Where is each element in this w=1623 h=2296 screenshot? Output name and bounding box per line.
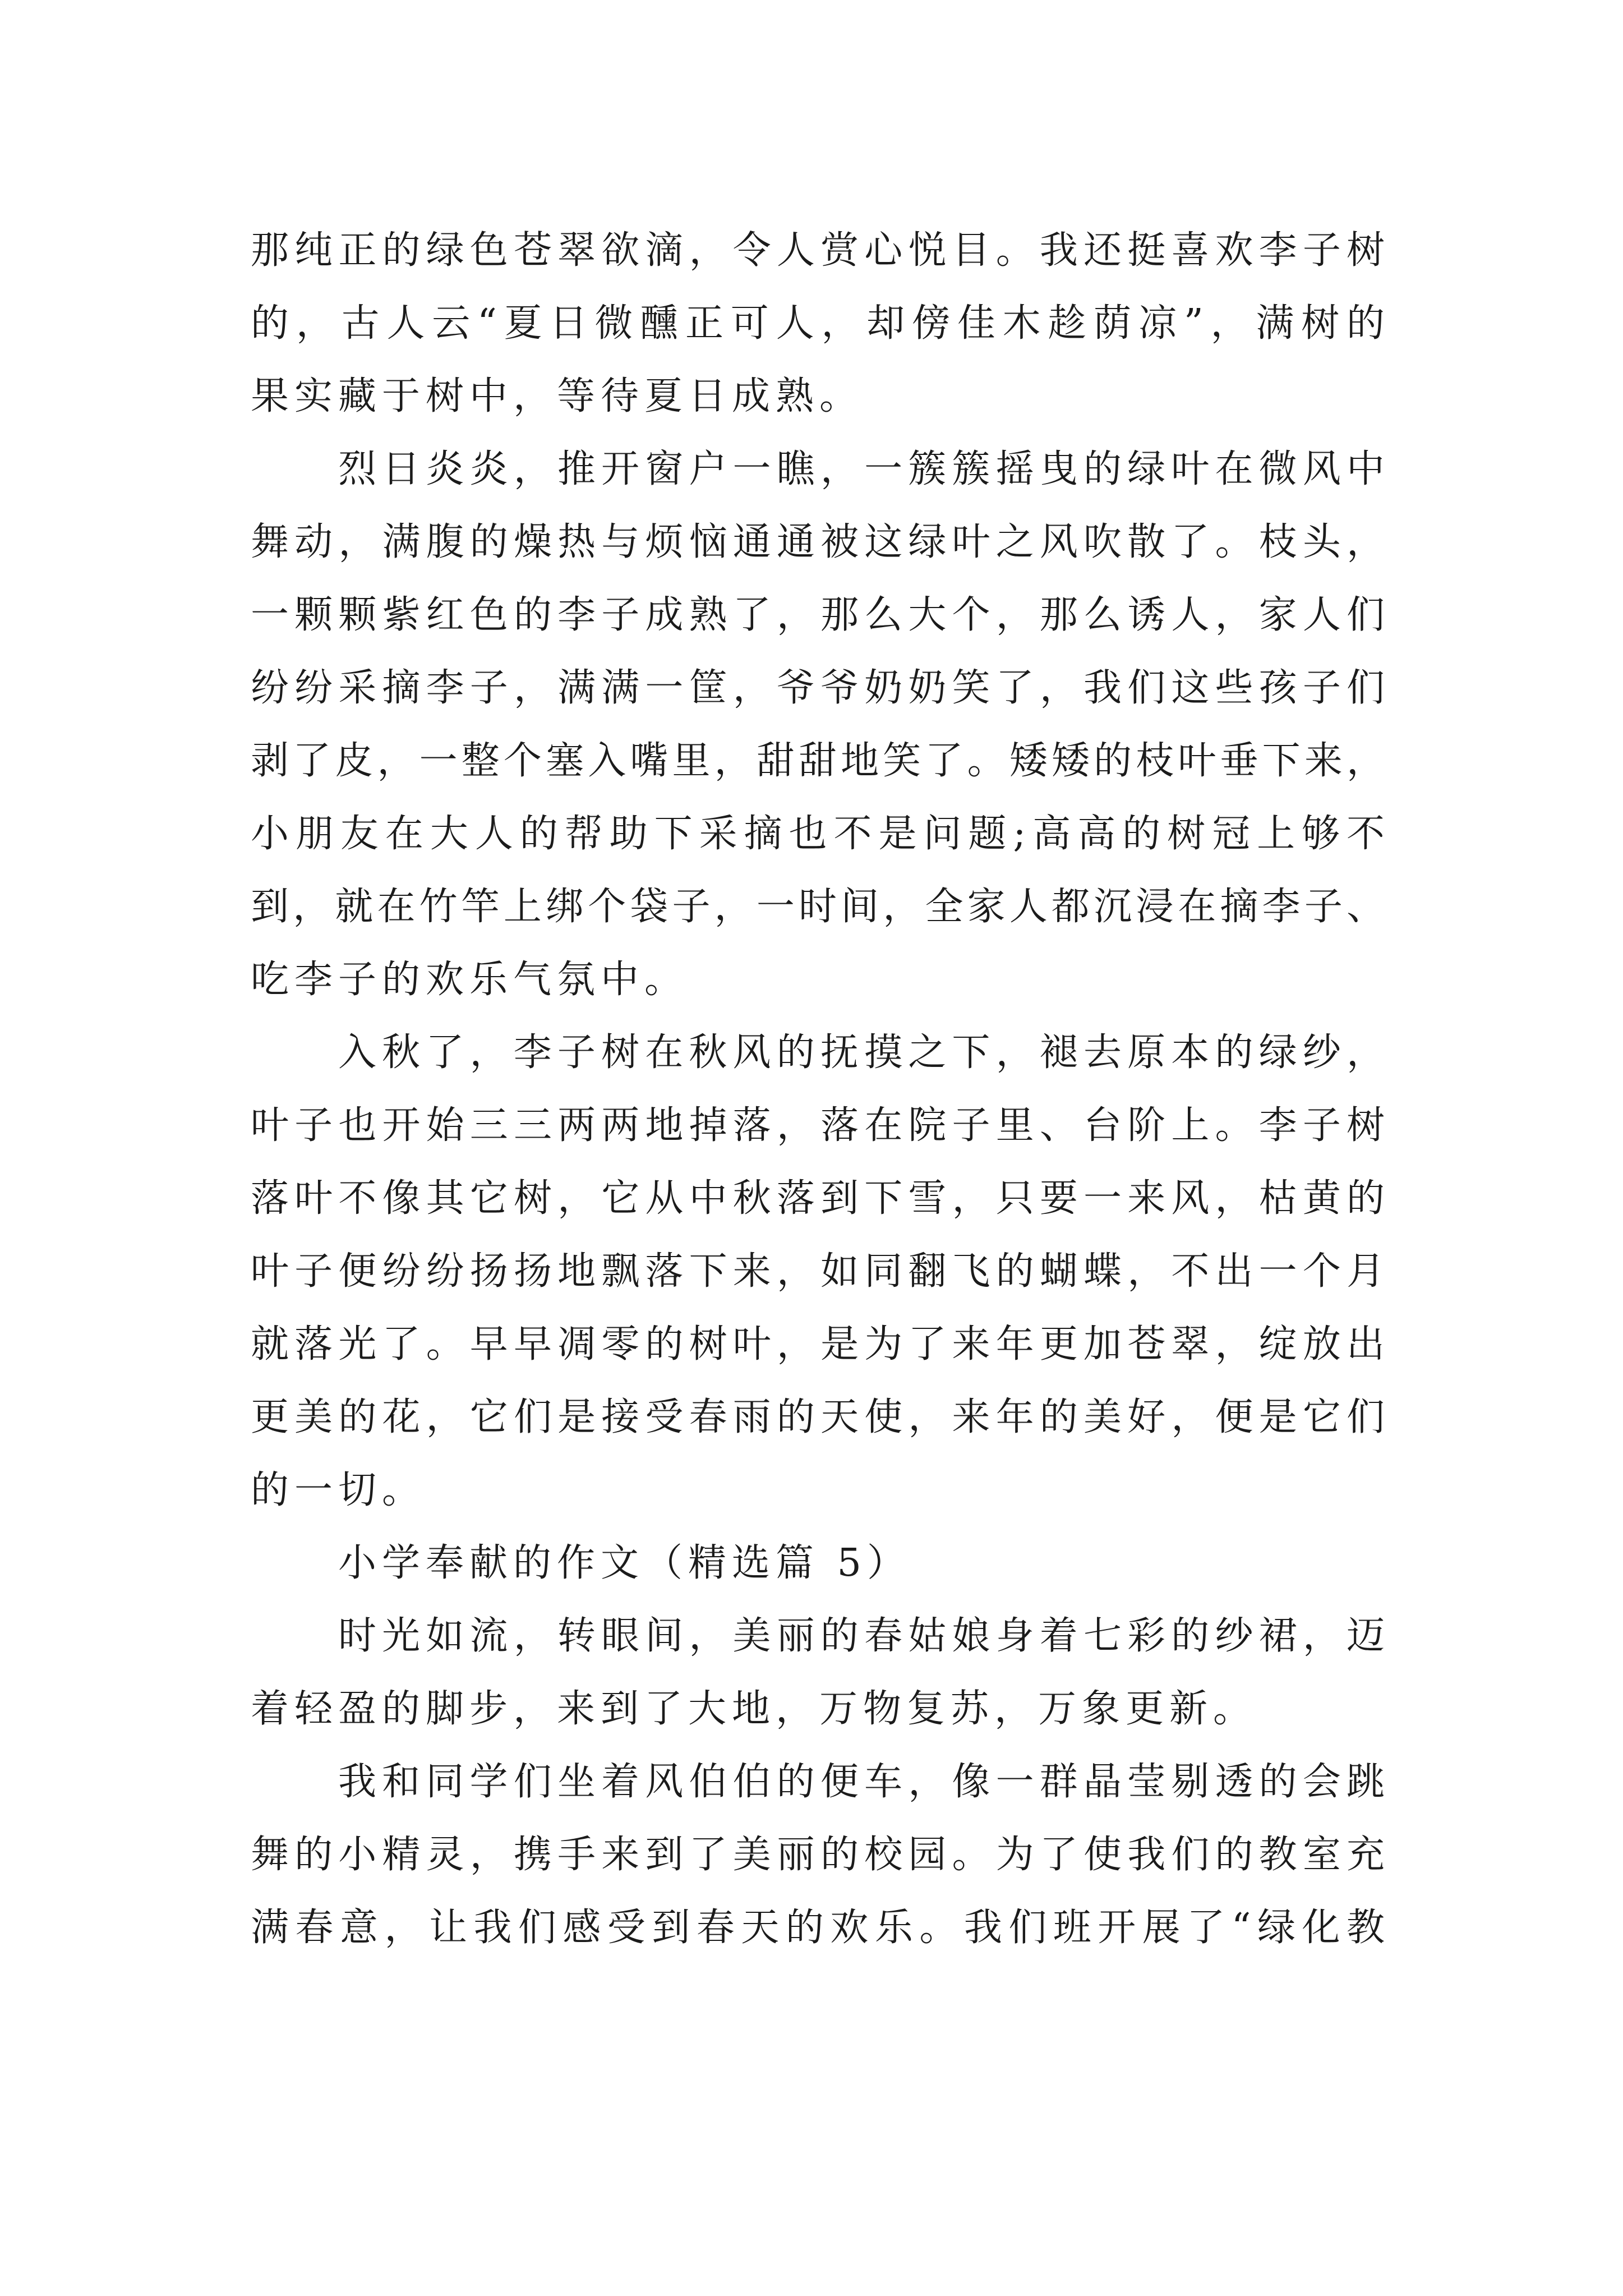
- text-line: 果实藏于树中，等待夏日成熟。: [251, 374, 864, 418]
- text-line: 入秋了，李子树在秋风的抚摸之下，褪去原本的绿纱，: [338, 1030, 1387, 1075]
- text-line: 纷纷采摘李子，满满一筐，爷爷奶奶笑了，我们这些孩子们: [251, 666, 1387, 710]
- text-line: 满春意，让我们感受到春天的欢乐。我们班开展了“绿化教: [251, 1906, 1387, 1950]
- text-line: 的，古人云“夏日微醺正可人，却傍佳木趁荫凉”，满树的: [251, 301, 1387, 346]
- text-line: 烈日炎炎，推开窗户一瞧，一簇簇摇曳的绿叶在微风中: [338, 447, 1387, 491]
- text-line: 叶子便纷纷扬扬地飘落下来，如同翻飞的蝴蝶，不出一个月: [251, 1249, 1387, 1294]
- text-line: 的一切。: [251, 1468, 426, 1512]
- text-line: 剥了皮，一整个塞入嘴里，甜甜地笑了。矮矮的枝叶垂下来，: [251, 739, 1387, 783]
- text-line: 时光如流，转眼间，美丽的春姑娘身着七彩的纱裙，迈: [338, 1614, 1387, 1658]
- text-line: 叶子也开始三三两两地掉落，落在院子里、台阶上。李子树: [251, 1103, 1387, 1148]
- text-line: 落叶不像其它树，它从中秋落到下雪，只要一来风，枯黄的: [251, 1176, 1387, 1221]
- paragraph: [251, 433, 1387, 1016]
- text-line: 更美的花，它们是接受春雨的天使，来年的美好，便是它们: [251, 1395, 1387, 1439]
- text-line: 我和同学们坐着风伯伯的便车，像一群晶莹剔透的会跳: [338, 1760, 1387, 1804]
- text-line: 舞的小精灵，携手来到了美丽的校园。为了使我们的教室充: [251, 1833, 1387, 1877]
- text-line: 一颗颗紫红色的李子成熟了，那么大个，那么诱人，家人们: [251, 593, 1387, 637]
- paragraph: [251, 1016, 1387, 1527]
- text-line: 舞动，满腹的燥热与烦恼通通被这绿叶之风吹散了。枝头，: [251, 520, 1387, 564]
- section-title: 小学奉献的作文（精选篇 5）: [338, 1541, 911, 1585]
- paragraph: [251, 214, 1387, 433]
- text-line: 小朋友在大人的帮助下采摘也不是问题;高高的树冠上够不: [251, 812, 1387, 856]
- text-line: 吃李子的欢乐气氛中。: [251, 958, 689, 1002]
- text-line: 就落光了。早早凋零的树叶，是为了来年更加苍翠，绽放出: [251, 1322, 1387, 1366]
- paragraph: [251, 1600, 1387, 1746]
- text-line: 那纯正的绿色苍翠欲滴，令人赏心悦目。我还挺喜欢李子树: [251, 228, 1387, 273]
- article-body: [251, 214, 1387, 1964]
- text-line: 着轻盈的脚步，来到了大地，万物复苏，万象更新。: [251, 1687, 1257, 1731]
- text-line: 到，就在竹竿上绑个袋子，一时间，全家人都沉浸在摘李子、: [251, 885, 1387, 929]
- paragraph: [251, 1746, 1387, 1964]
